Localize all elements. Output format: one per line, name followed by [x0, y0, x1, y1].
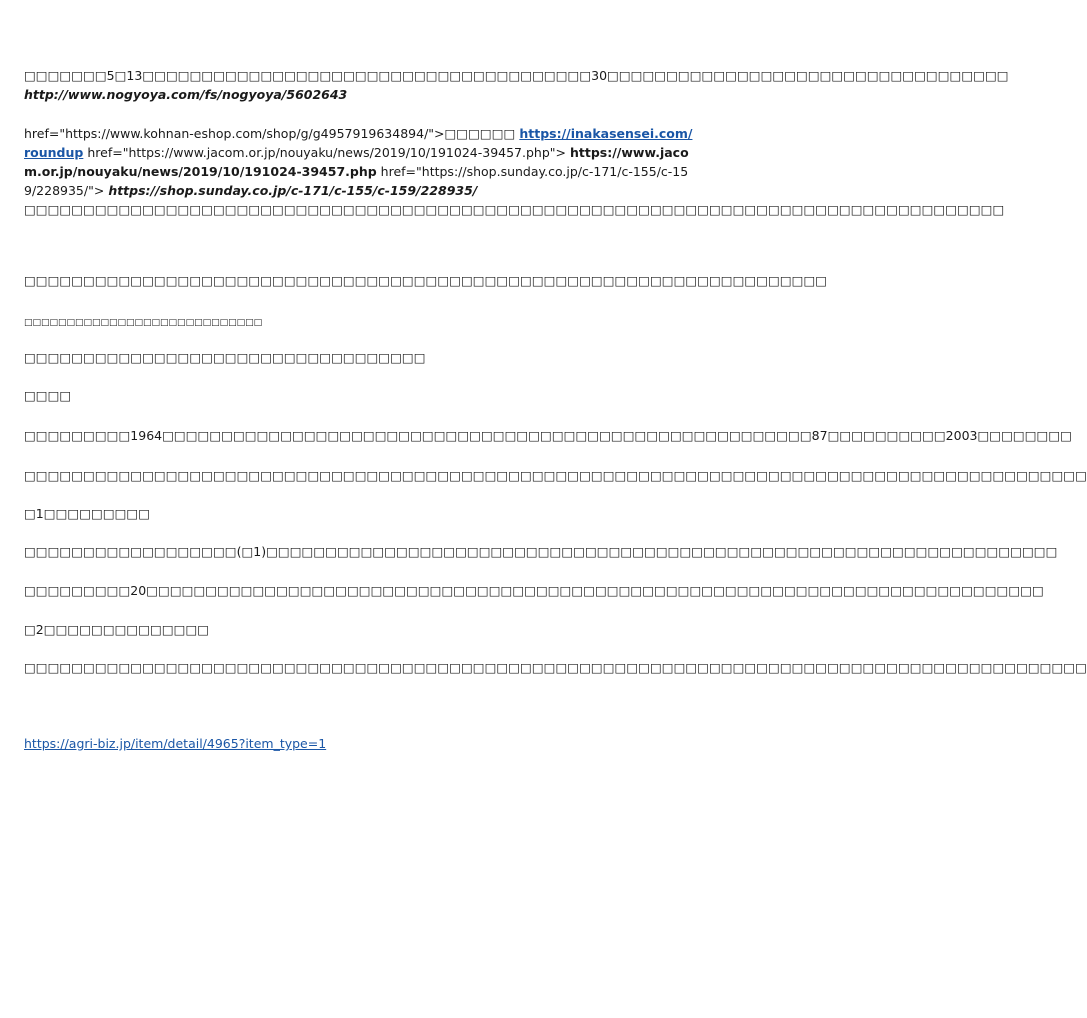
paragraph-g: □□□□□□□□□20□□□□□□□□□□□□□□□□□□□□□□□□□□□□□□□□□□□□□□□□□□□□□□□□□□□□□□□□□□□□□□□□□□□□□□□□□□□□ [24, 583, 1044, 598]
sunday-url-bolditalic: https://shop.sunday.co.jp/c-171/c-155/c-159/228935/ [108, 183, 478, 198]
section-heading-1: □1□□□□□□□□□ [24, 506, 151, 521]
kohnan-href-text: href="https://www.kohnan-eshop.com/shop/g/g4957919634894/">□□□□□□ [24, 126, 516, 141]
jacom-href-text: href="https://www.jacom.or.jp/nouyaku/news/2019/10/191024-39457.php"> [87, 145, 566, 160]
paragraph-h: □□□□□□□□□□□□□□□□□□□□□□□□□□□□□□□□□□□□□□□□□□□□□□□□□□□□□□□□□□□□□□□□□□□□□□□□□□□□□□□□□□□□□□□□□□ [24, 660, 1087, 675]
nogyoya-url: http://www.nogyoya.com/fs/nogyoya/5602643 [24, 87, 348, 102]
links-paragraph [24, 124, 1005, 240]
intro-text: □□□□□□□5□13□□□□□□□□□□□□□□□□□□□□□□□□□□□□□□□□□□□□□□30□□□□□□□□□□□□□□□□□□□□□□□□□□□□□□□□□□ [24, 68, 1009, 83]
small-note: □□□□□□□□□□□□□□□□□□□□□□□□□□□□ [24, 318, 263, 328]
paragraph-c: □□□□ [24, 388, 72, 403]
agri-biz-link-row [24, 734, 696, 753]
paragraph-a: □□□□□□□□□□□□□□□□□□□□□□□□□□□□□□□□□□□□□□□□□□□□□□□□□□□□□□□□□□□□□□□□□□□□ [24, 273, 828, 288]
paragraph-d: □□□□□□□□□1964□□□□□□□□□□□□□□□□□□□□□□□□□□□□□□□□□□□□□□□□□□□□□□□□□□□□□□□87□□□□□□□□□□2003□□□□□□□□ [24, 428, 1072, 443]
paragraph-f: □□□□□□□□□□□□□□□□□□(□1)□□□□□□□□□□□□□□□□□□□□□□□□□□□□□□□□□□□□□□□□□□□□□□□□□□□□□□□□□□□□□□□□□□□ [24, 544, 1058, 559]
paragraph-b: □□□□□□□□□□□□□□□□□□□□□□□□□□□□□□□□□□ [24, 350, 426, 365]
section-heading-2: □2□□□□□□□□□□□□□□ [24, 622, 210, 637]
inakasensei-link[interactable]: https://inakasensei.com/roundup [24, 126, 693, 160]
agri-biz-link[interactable]: https://agri-biz.jp/item/detail/4965?item_type=1 [24, 736, 327, 751]
paragraph-e: □□□□□□□□□□□□□□□□□□□□□□□□□□□□□□□□□□□□□□□□□□□□□□□□□□□□□□□□□□□□□□□□□□□□□□□□□□□□□□□□□□□□□□□□□□ [24, 468, 1087, 483]
trailing-text: □□□□□□□□□□□□□□□□□□□□□□□□□□□□□□□□□□□□□□□□□□□□□□□□□□□□□□□□□□□□□□□□□□□□□□□□□□□□□□□□□□□ [24, 202, 1005, 217]
sunday-href-text: href="https://shop.sunday.co.jp/c-171/c-155/c-159/228935/"> [24, 164, 689, 198]
intro-paragraph [24, 66, 1009, 104]
jacom-url-bold: https://www.jacom.or.jp/nouyaku/news/2019/10/191024-39457.php [24, 145, 689, 179]
